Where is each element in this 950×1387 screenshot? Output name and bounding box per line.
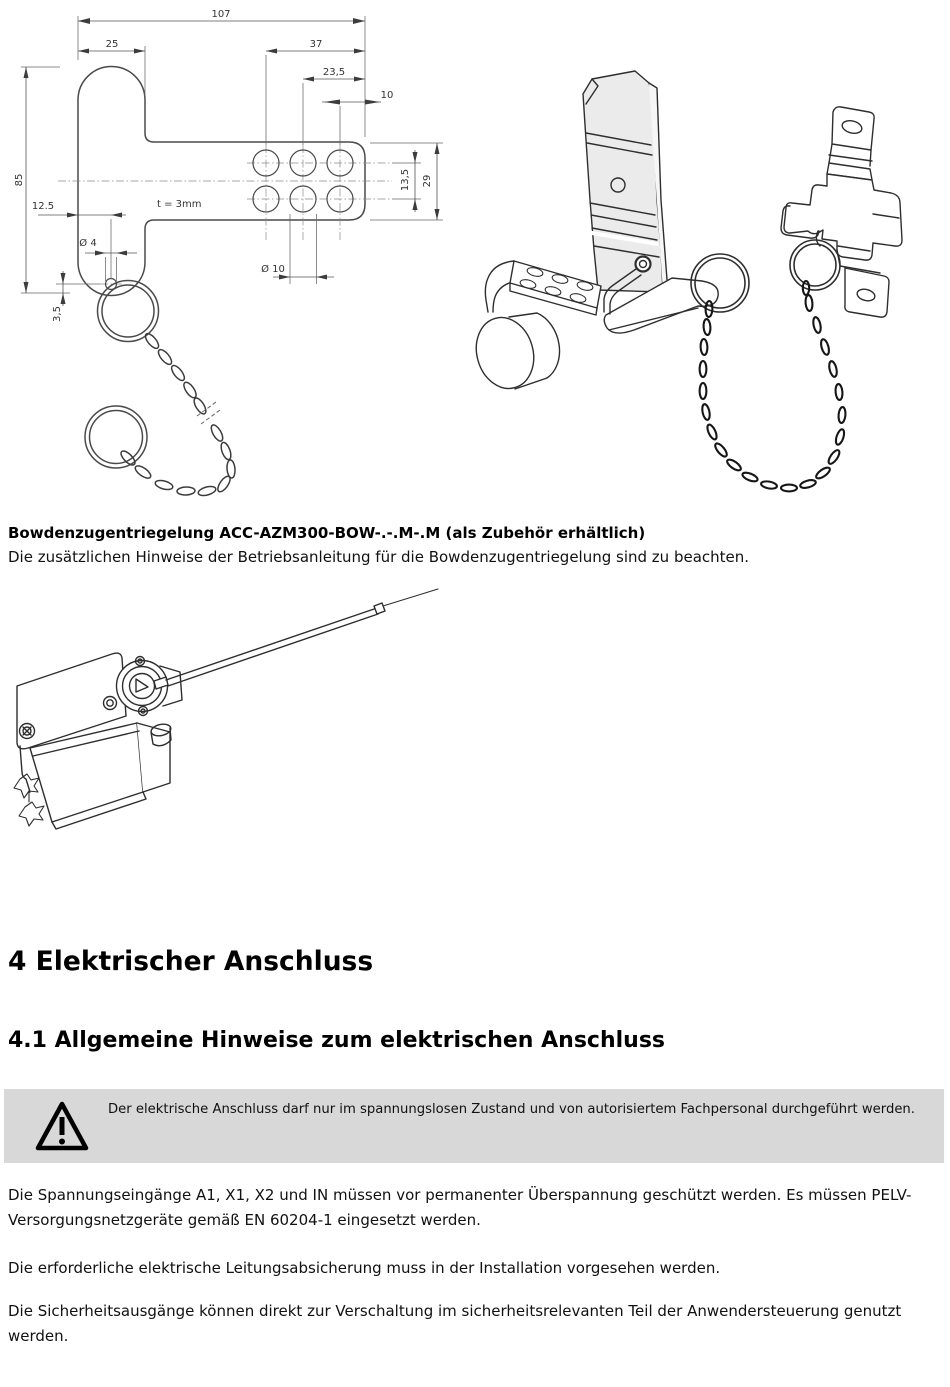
dim-dia4: Ø 4 <box>79 238 97 249</box>
dim-3-5: 3,5 <box>52 306 63 322</box>
dim-12-5: 12.5 <box>31 201 55 212</box>
figure-3d-assembly <box>455 55 950 515</box>
dim-dia10: Ø 10 <box>261 264 285 275</box>
dim-10: 10 <box>380 90 394 101</box>
dim-107: 107 <box>211 9 231 20</box>
figure-bowden-release <box>0 575 470 865</box>
warning-triangle-icon <box>33 1099 91 1153</box>
release-handle <box>583 71 668 293</box>
dim-29: 29 <box>422 174 433 188</box>
section-heading: 4 Elektrischer Anschluss <box>8 946 374 977</box>
key-rings <box>85 281 159 469</box>
dim-23-5: 23,5 <box>322 67 346 78</box>
warning-text: Der elektrische Anschluss darf nur im spannungslosen Zustand und von autorisiertem Fachpersonal durchgeführt werden. <box>108 1102 915 1117</box>
figure-dimensioned-drawing <box>0 0 450 515</box>
perforated-lever-plate <box>485 261 601 315</box>
cross-mounting-bracket <box>781 107 902 317</box>
lock-body-drum <box>468 311 559 396</box>
right-ring <box>790 240 840 290</box>
paragraph-line-fuse: Die erforderliche elektrische Leitungsabsicherung muss in der Installation vorgesehen werden. <box>8 1259 721 1277</box>
paragraph-safety-outputs: Die Sicherheitsausgänge können direkt zur Verschaltung im sicherheitsrelevanten Teil der Anwendersteuerung genutzt werden. <box>8 1302 902 1345</box>
rotary-actuator <box>117 657 183 716</box>
dim-85: 85 <box>14 173 25 187</box>
accessory-title: Bowdenzugentriegelung ACC-AZM300-BOW-.-.M-.M (als Zubehör erhältlich) <box>8 524 646 542</box>
dim-thickness: t = 3mm <box>157 199 202 210</box>
dim-37: 37 <box>309 39 323 50</box>
dim-25: 25 <box>105 39 119 50</box>
accessory-note: Die zusätzlichen Hinweise der Betriebsanleitung für die Bowdenzugentriegelung sind zu beachten. <box>8 548 750 566</box>
warning-box <box>4 1089 944 1163</box>
paragraph-voltage-inputs: Die Spannungseingänge A1, X1, X2 und IN müssen vor permanenter Überspannung geschützt werden. Es müssen PELV-Versorgungsnetzgeräte gemäß EN 60204-1 eingesetzt werden. <box>8 1186 912 1229</box>
bowden-cable <box>154 589 438 689</box>
subsection-heading: 4.1 Allgemeine Hinweise zum elektrischen Anschluss <box>8 1028 666 1053</box>
dim-13-5: 13,5 <box>400 168 411 192</box>
